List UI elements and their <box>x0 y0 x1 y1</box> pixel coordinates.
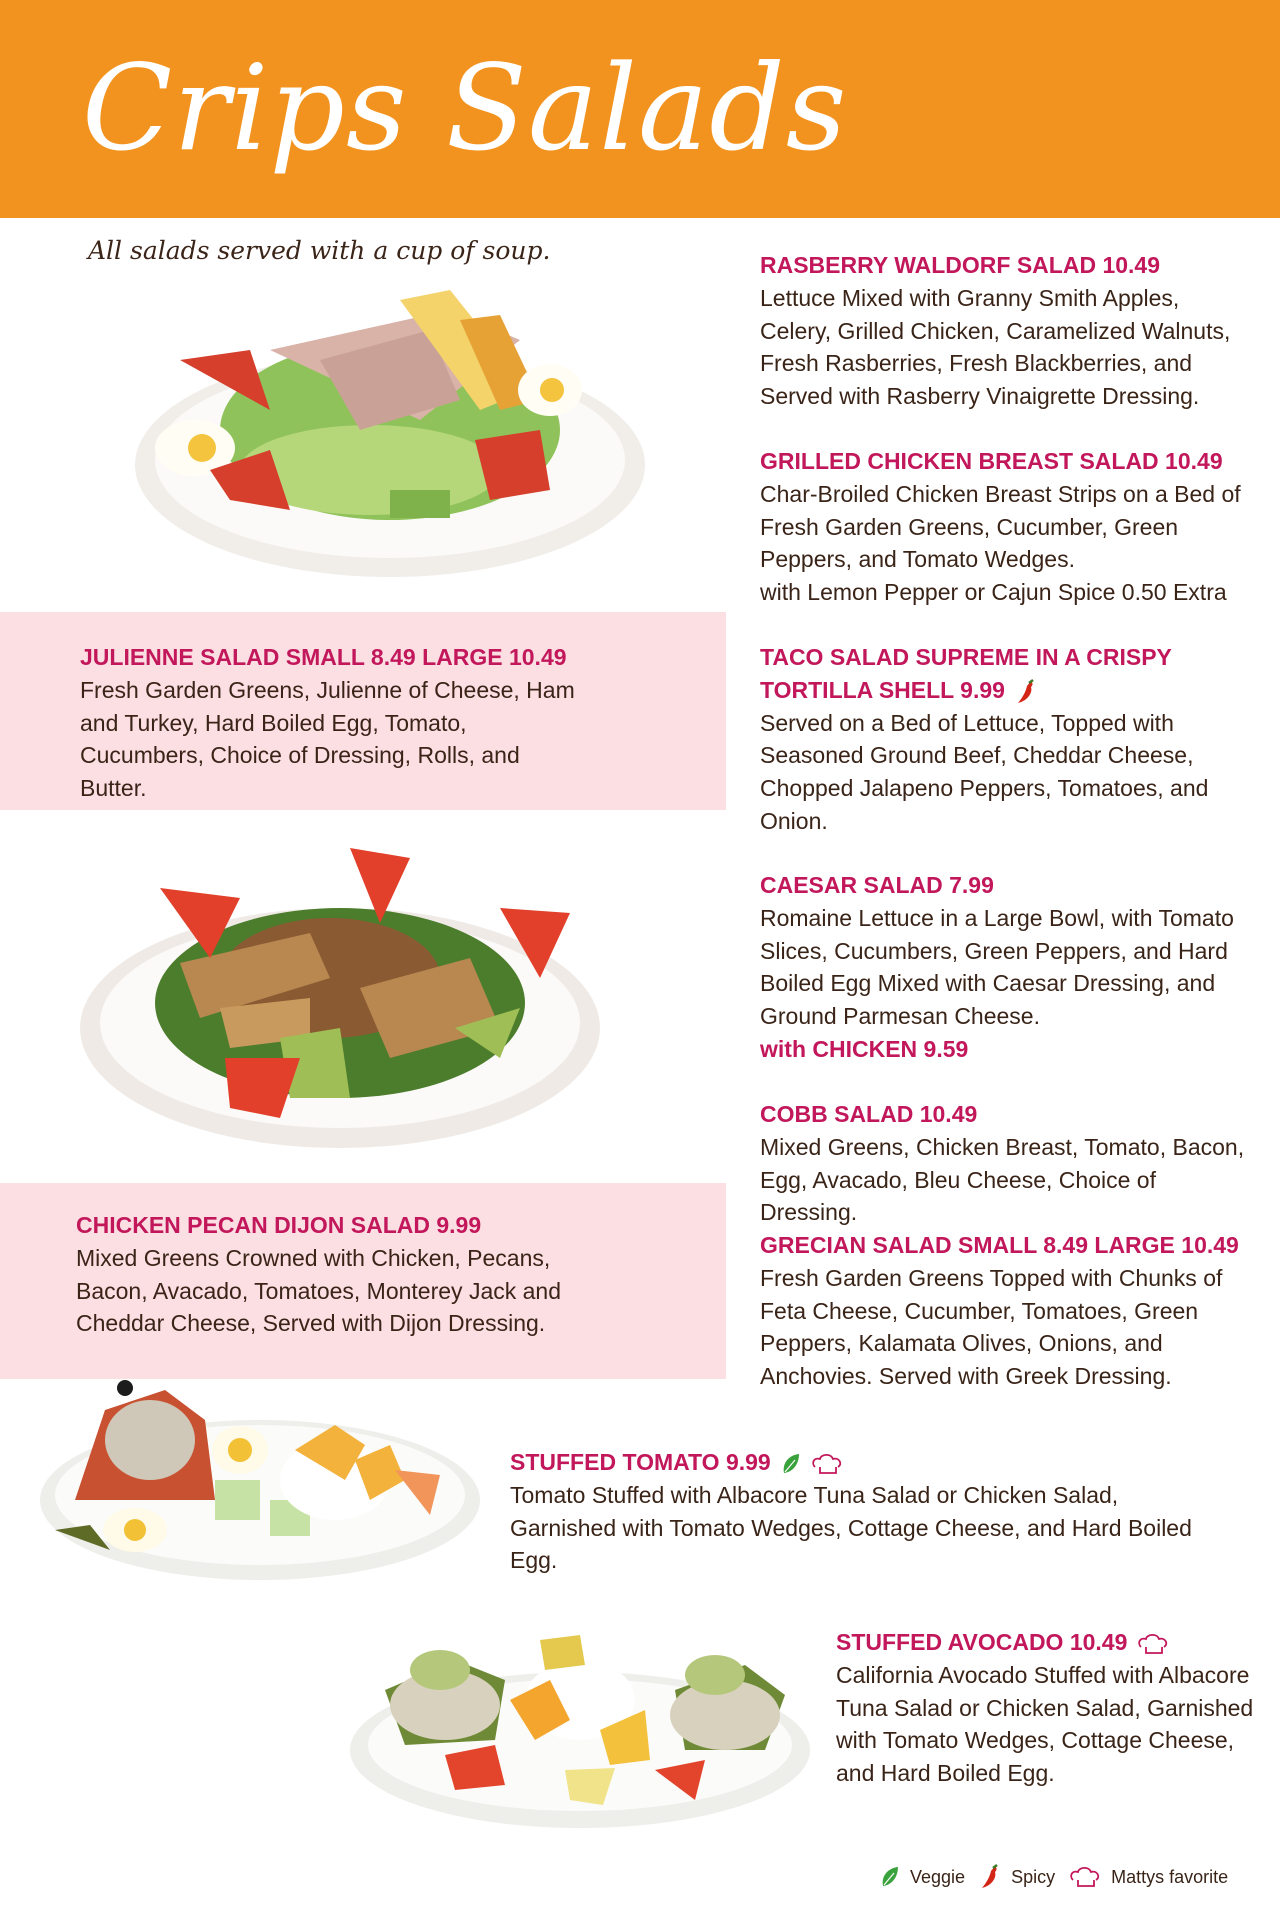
chef-hat-icon <box>1069 1866 1101 1888</box>
leaf-icon <box>880 1865 900 1889</box>
stuffed-avocado-photo <box>345 1620 815 1840</box>
chili-pepper-icon <box>979 1864 1001 1890</box>
item-name: RASBERRY WALDORF SALAD 10.49 <box>760 252 1161 278</box>
item-description: Mixed Greens Crowned with Chicken, Pecans, Bacon, Avacado, Tomatoes, Monterey Jack and Cheddar Cheese, Served with Dijon Dressing. <box>76 1244 561 1337</box>
item-name: STUFFED TOMATO 9.99 <box>510 1449 771 1475</box>
leaf-icon <box>781 1452 801 1476</box>
chicken-pecan-salad-photo <box>50 828 610 1168</box>
item-name-text: TORTILLA SHELL 9.99 <box>760 676 1005 703</box>
julienne-salad-photo <box>120 280 660 590</box>
menu-item <box>510 1446 1200 1577</box>
stuffed-tomato-photo <box>35 1380 485 1590</box>
chef-hat-icon <box>811 1453 843 1475</box>
item-description: Mixed Greens, Chicken Breast, Tomato, Bacon, Egg, Avacado, Bleu Cheese, Choice of Dressing. <box>760 1133 1245 1226</box>
item-description: Romaine Lettuce in a Large Bowl, with Tomato Slices, Cucumbers, Green Peppers, and Hard Boiled Egg Mixed with Caesar Dressing, and Ground Parmesan Cheese. <box>760 904 1234 1030</box>
menu-item <box>760 1098 1250 1229</box>
item-description: Lettuce Mixed with Granny Smith Apples, Celery, Grilled Chicken, Caramelized Walnuts, Fresh Rasberries, Fresh Blackberries, and Served with Rasberry Vinaigrette Dressing. <box>760 284 1231 410</box>
item-description: Char-Broiled Chicken Breast Strips on a Bed of Fresh Garden Greens, Cucumber, Green Peppers, and Tomato Wedges. <box>760 480 1241 573</box>
menu-item <box>76 1209 616 1340</box>
item-name: CHICKEN PECAN DIJON SALAD 9.99 <box>76 1212 482 1238</box>
legend-label: Veggie <box>910 1866 966 1887</box>
item-name: COBB SALAD 10.49 <box>760 1101 978 1127</box>
item-name: TACO SALAD SUPREME IN A CRISPY <box>760 644 1172 670</box>
menu-item <box>760 1229 1250 1393</box>
page-title: Crips Salads <box>82 39 848 177</box>
item-name-line <box>836 1626 1256 1659</box>
item-name: JULIENNE SALAD SMALL 8.49 LARGE 10.49 <box>80 644 567 670</box>
item-name: CAESAR SALAD 7.99 <box>760 872 994 898</box>
item-extra-option: with CHICKEN 9.59 <box>760 1035 969 1062</box>
item-name: GRILLED CHICKEN BREAST SALAD 10.49 <box>760 448 1223 474</box>
item-option: with Lemon Pepper or Cajun Spice 0.50 Extra <box>760 579 1227 606</box>
legend-label: Mattys favorite <box>1111 1866 1229 1887</box>
item-description: Tomato Stuffed with Albacore Tuna Salad or Chicken Salad, Garnished with Tomato Wedges, Cottage Cheese, and Hard Boiled Egg. <box>510 1481 1192 1574</box>
menu-item <box>760 445 1250 609</box>
item-name-line2 <box>760 674 1250 707</box>
header-banner <box>0 0 1280 218</box>
item-description: California Avocado Stuffed with Albacore Tuna Salad or Chicken Salad, Garnished with Tomato Wedges, Cottage Cheese, and Hard Boiled Egg. <box>836 1661 1254 1787</box>
icon-legend <box>880 1862 1242 1892</box>
item-name-line <box>510 1446 1200 1479</box>
item-name: GRECIAN SALAD SMALL 8.49 LARGE 10.49 <box>760 1232 1239 1258</box>
item-description: Fresh Garden Greens Topped with Chunks of Feta Cheese, Cucumber, Tomatoes, Green Peppers, Kalamata Olives, Onions, and Anchovies. Served with Greek Dressing. <box>760 1264 1223 1390</box>
item-description: Fresh Garden Greens, Julienne of Cheese, Ham and Turkey, Hard Boiled Egg, Tomato, Cucumbers, Choice of Dressing, Rolls, and Butter. <box>80 676 575 802</box>
menu-item <box>836 1626 1256 1790</box>
menu-item <box>760 641 1250 838</box>
chef-hat-icon <box>1137 1633 1169 1655</box>
tagline: All salads served with a cup of soup. <box>88 236 551 265</box>
legend-label: Spicy <box>1011 1866 1056 1887</box>
item-name: STUFFED AVOCADO 10.49 <box>836 1629 1128 1655</box>
menu-item <box>80 641 580 805</box>
item-description: Served on a Bed of Lettuce, Topped with Seasoned Ground Beef, Cheddar Cheese, Chopped Jalapeno Peppers, Tomatoes, and Onion. <box>760 709 1209 834</box>
menu-item <box>760 869 1250 1066</box>
chili-pepper-icon <box>1015 679 1037 705</box>
menu-item <box>760 249 1250 413</box>
